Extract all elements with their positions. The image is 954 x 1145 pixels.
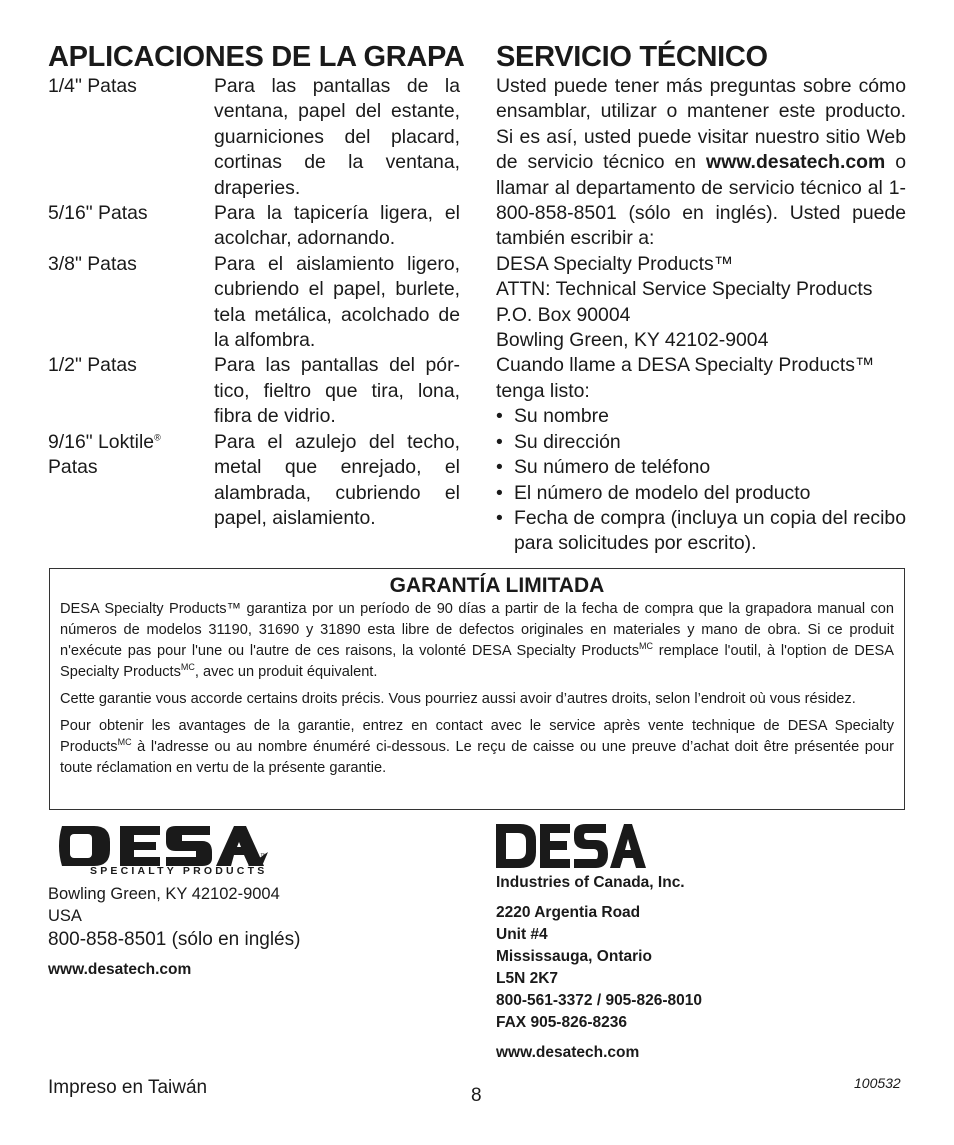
application-row: [48, 252, 460, 354]
application-size: 1/2" Patas: [48, 354, 137, 377]
desa-logo-mark: [496, 822, 646, 870]
us-phone: 800-858-8501 (sólo en inglés): [48, 929, 301, 950]
application-description: Para el aislamiento ligero, cubriendo el papel, burlete, tela metálica, acolchado de la alfombra.: [214, 252, 460, 352]
desa-specialty-logo: [48, 822, 278, 878]
application-size: 5/16" Patas: [48, 202, 148, 225]
address-line: ATTN: Technical Service Specialty Products: [496, 278, 873, 301]
application-description: Para las pantallas del pór-tico, fieltro que tira, lona, fibra de vidrio.: [214, 354, 460, 428]
mc-mark: MC: [180, 662, 195, 673]
service-section: [496, 74, 906, 557]
page-number: 8: [471, 1085, 482, 1106]
canada-address-line: L5N 2K7: [496, 970, 559, 987]
loktile-size-label-2: Patas: [48, 456, 98, 479]
checklist-item: • Fecha de compra (incluya un copia del recibo para solicitudes por escrito).: [496, 506, 906, 557]
service-intro: [496, 74, 906, 252]
canada-phone: 800-561-3372 / 905-826-8010: [496, 992, 702, 1009]
us-city: Bowling Green, KY 42102-9004: [48, 885, 280, 903]
document-code: 100532: [854, 1075, 901, 1091]
warranty-text: , avec un produit équivalent.: [194, 664, 378, 680]
service-title: SERVICIO TÉCNICO: [496, 41, 768, 73]
canada-company: Industries of Canada, Inc.: [496, 874, 685, 891]
checklist-item: • Su número de teléfono: [496, 455, 906, 480]
checklist-item: • Su nombre: [496, 404, 906, 429]
warranty-text: Pour obtenir les avantages de la garantie, entrez en contact avec le service après vente technique de DESA Specialty Products: [60, 718, 894, 755]
checklist-item: • Su dirección: [496, 430, 906, 455]
desa-canada-logo: [496, 822, 646, 870]
mc-mark: MC: [117, 737, 132, 748]
warranty-text: remplace l'outil, à l'option de DESA Specialty Products: [60, 643, 894, 680]
call-instructions: Cuando llame a DESA Specialty Products™ tenga listo:: [496, 354, 875, 402]
application-description: Para las pantallas de la ventana, papel del estante, guarniciones del placard, cortinas de la ventana, draperies.: [214, 75, 460, 199]
address-line: DESA Specialty Products™: [496, 252, 734, 275]
applications-title: APLICACIONES DE LA GRAPA: [48, 41, 465, 73]
service-intro-text: Usted puede tener más preguntas sobre cómo ensamblar, utilizar o mantener este producto. Si es así, usted puede visitar nuestro sitio Web de servicio técnico en: [496, 75, 906, 174]
checklist: [496, 404, 906, 556]
canada-fax: FAX 905-826-8236: [496, 1014, 627, 1031]
warranty-text: à l'adresse ou au nombre énuméré ci-dessous. Le reçu de caisse ou une preuve d’achat doit être présentée pour toute réclamation en vertu de la présente garantie.: [60, 739, 894, 776]
canada-website[interactable]: www.desatech.com: [496, 1044, 640, 1061]
canada-address-line: Unit #4: [496, 926, 548, 943]
application-row: [48, 74, 460, 201]
service-website-link[interactable]: www.desatech.com: [706, 151, 886, 174]
warranty-title: GARANTÍA LIMITADA: [389, 574, 605, 597]
warranty-text: DESA Specialty Products™ garantiza por un período de 90 días a partir de la fecha de compra que la grapadora manual con números de modelos 31190, 31690 y 31890 esta libre de defectos originales en materiales y mano de obra. Si ce produit n'exécute pas pour l'une ou l'autre de ces raisons, la volonté DESA Specialty Products: [60, 601, 894, 659]
warranty-paragraph: [60, 599, 894, 683]
loktile-size-label: 9/16" Loktile: [48, 430, 155, 453]
warranty-box: [49, 568, 905, 810]
application-row: [48, 201, 460, 252]
applications-table: [48, 74, 460, 531]
canada-address-line: Mississauga, Ontario: [496, 948, 652, 965]
mc-mark: MC: [639, 641, 654, 652]
application-size: [48, 430, 214, 532]
warranty-paragraph: [60, 716, 894, 779]
us-address: [48, 883, 300, 981]
us-website[interactable]: www.desatech.com: [48, 961, 192, 978]
application-description: Para el azulejo del techo, metal que enrejado, el alambrada, cubriendo el papel, aislamiento.: [214, 430, 460, 529]
registered-mark: ®: [154, 432, 161, 443]
application-size: 1/4" Patas: [48, 75, 137, 97]
warranty-paragraph: Cette garantie vous accorde certains droits précis. Vous pourriez aussi avoir d’autres droits, selon l’endroit où vous résidez.: [60, 691, 856, 707]
canada-address: [496, 872, 702, 1064]
address-line: P.O. Box 90004: [496, 303, 631, 326]
application-description: Para la tapicería ligera, el acolchar, adornando.: [214, 202, 460, 250]
checklist-item: • El número de modelo del producto: [496, 481, 906, 506]
application-row-loktile: [48, 430, 460, 532]
printed-in: Impreso en Taiwán: [48, 1077, 208, 1098]
us-country: USA: [48, 907, 82, 925]
application-row: [48, 353, 460, 429]
address-line: Bowling Green, KY 42102-9004: [496, 329, 769, 352]
trademark-mark: ™: [260, 853, 267, 860]
service-intro-text-2: o llamar al departamento de servicio técnico al 1-800-858-8501 (sólo en inglés). Usted puede también escribir a:: [496, 151, 906, 250]
canada-address-line: 2220 Argentia Road: [496, 904, 641, 921]
mailing-address: [496, 252, 906, 354]
logo-subtitle: SPECIALTY PRODUCTS: [90, 865, 268, 877]
application-size: 3/8" Patas: [48, 252, 137, 275]
